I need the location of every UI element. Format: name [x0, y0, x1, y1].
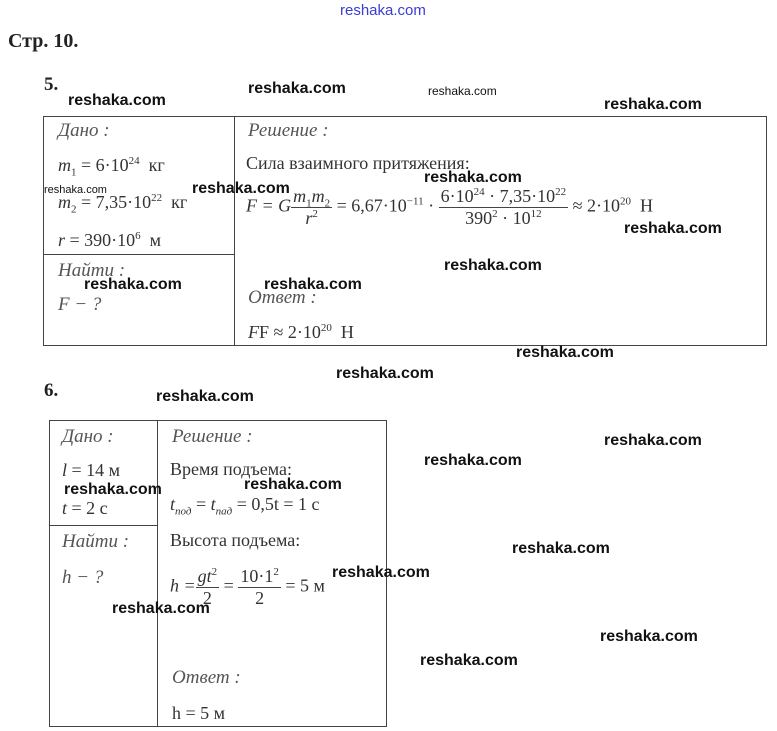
p6-step2-formula: h = $\frac{gt^2}{2}$ = $\frac{10\cdot 1^2}{2}$ = 5 м	[170, 566, 325, 608]
table-border-left	[49, 420, 50, 727]
watermark: reshaka.com	[64, 481, 162, 498]
p5-given-r: $r = 390\cdot 10^6$ м	[58, 230, 162, 250]
p6-given-t: t = 2 с	[62, 498, 108, 518]
p5-formula: F = G $\frac{m_1m_2}{r^2}$ = $6,67\cdot 10^{-11}$ · $\frac{6\cdot 10^{24} \cdot 7,35\cdot 10^{22}}{390^2 \cdot 10^{12}}$ ≈ $2\cdot 10^{20}$ Н	[246, 186, 653, 228]
p5-find-value: F − ?	[58, 294, 102, 315]
problem-5-number: 5.	[44, 74, 59, 95]
p6-step1-formula: $t_{под} = t_{пад} = 0,5t = 1$ с	[170, 494, 320, 518]
watermark: reshaka.com	[264, 276, 362, 293]
p6-find-label: Найти :	[62, 531, 130, 552]
table-border-right	[766, 116, 767, 346]
p6-given-l: l = 14 м	[62, 460, 121, 480]
watermark: reshaka.com	[192, 180, 290, 197]
problem-6-number: 6.	[44, 380, 59, 401]
table-border-left	[43, 116, 44, 346]
table-divider-vertical	[234, 116, 235, 346]
table-divider-horizontal	[49, 525, 158, 526]
p5-given-m1: $m_1 = 6\cdot 10^{24}$ кг	[58, 155, 165, 179]
p5-given-label: Дано :	[58, 120, 110, 141]
watermark: reshaka.com	[600, 628, 698, 645]
watermark: reshaka.com	[516, 344, 614, 361]
watermark: reshaka.com	[84, 276, 182, 293]
watermark: reshaka.com	[332, 564, 430, 581]
p6-step2-text: Высота подъема:	[170, 530, 301, 550]
watermark: reshaka.com	[68, 92, 166, 109]
table-divider-vertical	[157, 420, 158, 727]
watermark: reshaka.com	[604, 432, 702, 449]
p6-find-value: h − ?	[62, 567, 104, 588]
p6-given-label: Дано :	[62, 426, 114, 447]
watermark: reshaka.com	[428, 84, 497, 98]
table-border-top	[43, 116, 767, 117]
p6-fraction-numeric: $\frac{10\cdot 1^2}{2}$	[240, 566, 279, 608]
watermark: reshaka.com	[624, 220, 722, 237]
p6-answer-label: Ответ :	[172, 667, 241, 688]
p5-answer-label: Ответ :	[248, 287, 317, 308]
p5-find-label: Найти :	[58, 260, 126, 281]
p5-fraction-mass: $\frac{m_1m_2}{r^2}$	[293, 186, 331, 228]
watermark: reshaka.com	[244, 476, 342, 493]
watermark: reshaka.com	[444, 257, 542, 274]
p5-solution-label: Решение :	[248, 120, 329, 141]
p6-solution-label: Решение :	[172, 426, 253, 447]
table-divider-horizontal	[43, 254, 235, 255]
watermark: reshaka.com	[424, 452, 522, 469]
table-border-bottom	[43, 345, 767, 346]
watermark: reshaka.com	[248, 80, 346, 97]
p5-answer: FF ≈ $2\cdot 10^{20}$ Н	[248, 322, 354, 342]
p5-fraction-values: $\frac{6\cdot 10^{24} \cdot 7,35\cdot 10^{22}}{390^2 \cdot 10^{12}}$	[440, 186, 567, 228]
watermark: reshaka.com	[604, 96, 702, 113]
p6-step1-text: Время подъема:	[170, 459, 292, 479]
watermark: reshaka.com	[336, 365, 434, 382]
watermark: reshaka.com	[112, 600, 210, 617]
watermark: reshaka.com	[44, 184, 107, 196]
table-border-top	[49, 420, 387, 421]
watermark: reshaka.com	[156, 388, 254, 405]
p5-given-m2: $m_2 = 7,35\cdot 10^{22}$ кг	[58, 192, 188, 216]
p5-solution-text: Сила взаимного притяжения:	[246, 153, 470, 173]
p6-answer: h = 5 м	[172, 703, 226, 723]
site-link[interactable]: reshaka.com	[340, 2, 426, 19]
watermark: reshaka.com	[420, 652, 518, 669]
watermark: reshaka.com	[512, 540, 610, 557]
page-title: Стр. 10.	[8, 30, 79, 52]
watermark: reshaka.com	[424, 169, 522, 186]
p6-fraction-symbolic: $\frac{gt^2}{2}$	[197, 566, 218, 608]
table-border-bottom	[49, 726, 387, 727]
